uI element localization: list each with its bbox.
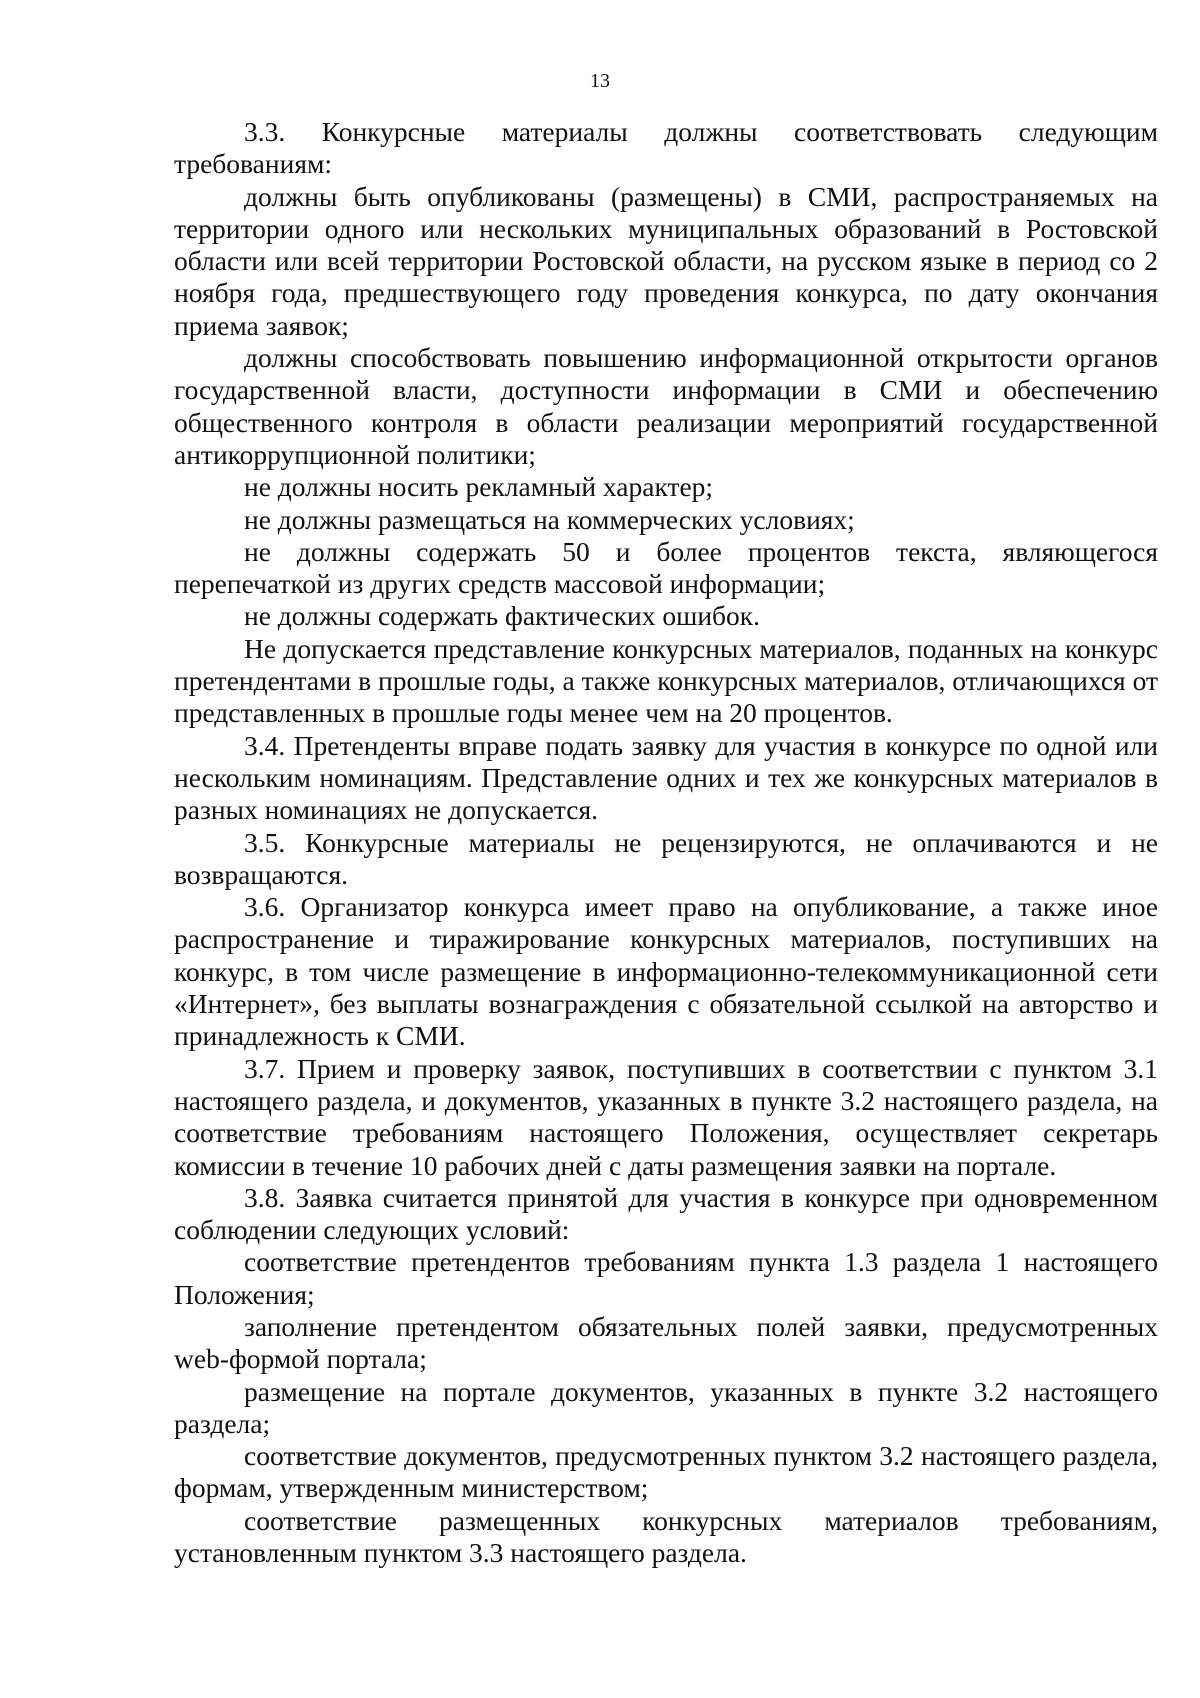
paragraph-requirement-published: должны быть опубликованы (размещены) в СМИ, распространяемых на территории одного или нескольких муниципальных образований в Ростовской области или всей территории Ростовской области, на русском языке в период со 2 ноября года, предшествующего году проведения конкурса, по дату окончания приема заявок; — [174, 180, 1158, 341]
paragraph-prior-years: Не допускается представление конкурсных материалов, поданных на конкурс претендентами в прошлые годы, а также конкурсных материалов, отличающихся от представленных в прошлые годы менее чем на 20 процентов. — [174, 632, 1158, 729]
paragraph-requirement-openness: должны способствовать повышению информационной открытости органов государственной власти, доступности информации в СМИ и обеспечению общественного контроля в области реализации мероприятий государственной антикоррупционной политики; — [174, 342, 1158, 470]
document-body — [174, 116, 1158, 1569]
paragraph-condition-documents-posted: размещение на портале документов, указанных в пункте 3.2 настоящего раздела; — [174, 1375, 1158, 1439]
paragraph-condition-materials: соответствие размещенных конкурсных материалов требованиям, установленным пунктом 3.3 настоящего раздела. — [174, 1504, 1158, 1569]
paragraph-3-8: 3.8. Заявка считается принятой для участия в конкурсе при одновременном соблюдении следующих условий: — [174, 1181, 1158, 1246]
paragraph-condition-form-fields: заполнение претендентом обязательных полей заявки, предусмотренных web-формой портала; — [174, 1310, 1158, 1375]
paragraph-3-7: 3.7. Прием и проверку заявок, поступивших в соответствии с пунктом 3.1 настоящего раздела, и документов, указанных в пункте 3.2 настоящего раздела, на соответствие требованиям настоящего Положения, осуществляет секретарь комиссии в течение 10 рабочих дней с даты размещения заявки на портале. — [174, 1052, 1158, 1181]
paragraph-3-4: 3.4. Претенденты вправе подать заявку для участия в конкурсе по одной или нескольким номинациям. Представление одних и тех же конкурсных материалов в разных номинациях не допускается. — [174, 729, 1158, 826]
paragraph-condition-eligibility: соответствие претендентов требованиям пункта 1.3 раздела 1 настоящего Положения; — [174, 1246, 1158, 1310]
paragraph-requirement-no-commercial: не должны размещаться на коммерческих условиях; — [244, 503, 855, 535]
paragraph-3-5: 3.5. Конкурсные материалы не рецензируются, не оплачиваются и не возвращаются. — [174, 826, 1158, 890]
paragraph-3-6: 3.6. Организатор конкурса имеет право на опубликование, а также иное распространение и тиражирование конкурсных материалов, поступивших на конкурс, в том числе размещение в информационно-телекоммуникационной сети «Интернет», без выплаты вознаграждения с обязательной ссылкой на авторство и принадлежность к СМИ. — [174, 891, 1158, 1052]
paragraph-requirement-no-errors: не должны содержать фактических ошибок. — [244, 600, 761, 632]
page-number: 13 — [590, 70, 610, 92]
paragraph-requirement-no-reprint: не должны содержать 50 и более процентов текста, являющегося перепечаткой из других средств массовой информации; — [174, 535, 1158, 600]
paragraph-3-3: 3.3. Конкурсные материалы должны соответствовать следующим требованиям: — [174, 116, 1158, 180]
paragraph-condition-document-forms: соответствие документов, предусмотренных пунктом 3.2 настоящего раздела, формам, утвержденным министерством; — [174, 1440, 1158, 1504]
paragraph-requirement-no-ads: не должны носить рекламный характер; — [244, 471, 714, 503]
